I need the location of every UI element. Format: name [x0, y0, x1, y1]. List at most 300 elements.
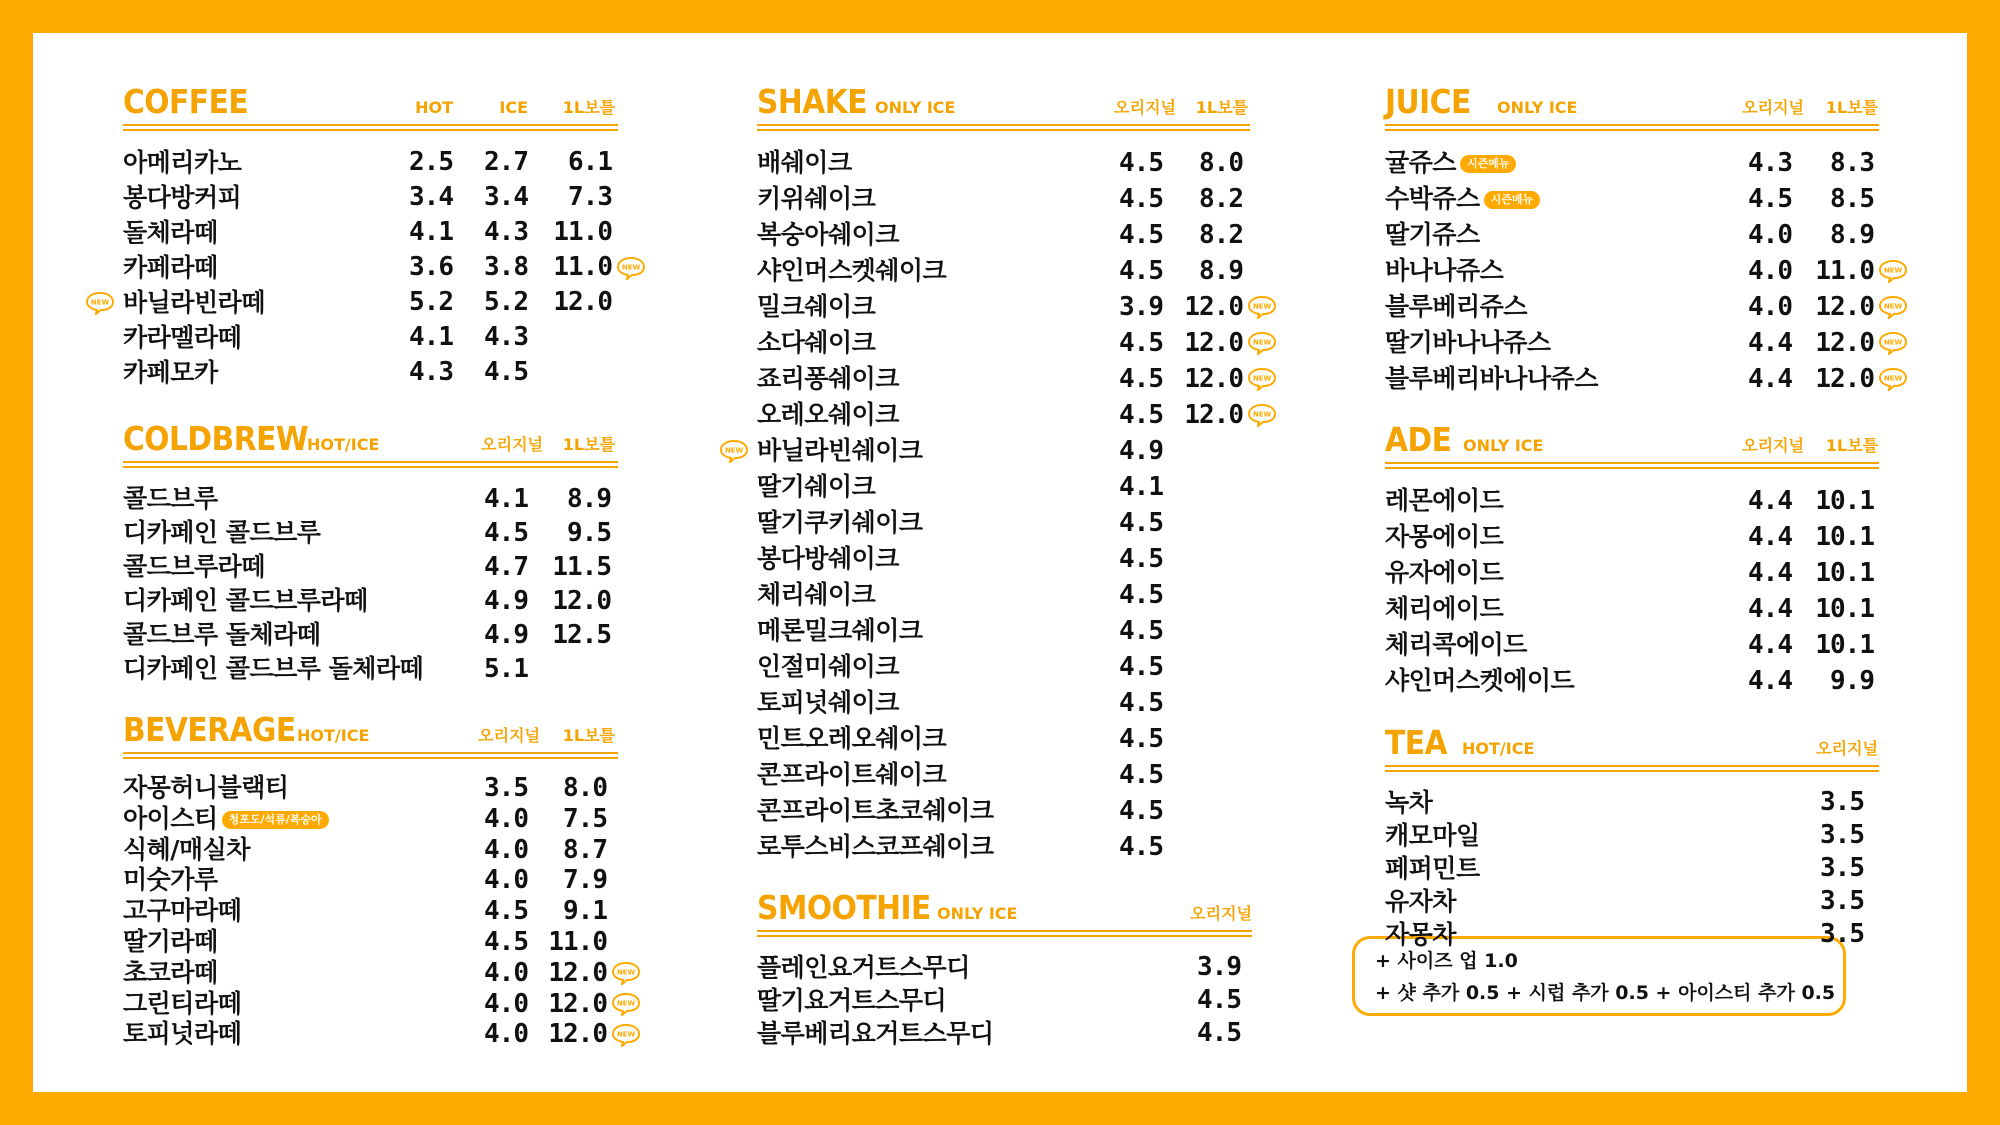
item-price: 4.9 [484, 620, 528, 650]
item-name: 딸기바나나쥬스 [1385, 328, 1551, 357]
section-subtitle: HOT/ICE [307, 435, 380, 454]
item-price: 4.0 [484, 957, 528, 988]
new-badge-icon [1878, 367, 1908, 391]
item-price: 7.5 [563, 803, 607, 834]
section-title: SHAKE [757, 82, 868, 121]
menu-item [757, 984, 1252, 1017]
item-name: 딸기요거트스무디 [757, 986, 947, 1015]
item-price: 5.1 [484, 654, 528, 684]
item-price: 4.4 [1748, 522, 1792, 552]
section-coffee [90, 78, 641, 390]
menu-item [1385, 852, 1879, 885]
item-price: 4.5 [1119, 184, 1163, 214]
item-name: 콜드브루 돌체라떼 [123, 620, 321, 649]
menu-item [123, 618, 618, 652]
item-price: 12.0 [553, 287, 612, 317]
menu-item [757, 289, 1272, 325]
menu-item [757, 325, 1272, 361]
item-price: 8.3 [1830, 148, 1874, 178]
menu-item [1385, 145, 1879, 181]
item-name: 레몬에이드 [1385, 486, 1504, 515]
menu-item [123, 584, 618, 618]
item-price: 12.0 [548, 988, 607, 1019]
item-name: 인절미쉐이크 [757, 652, 899, 681]
section-title: BEVERAGE [123, 710, 296, 749]
new-badge-icon [611, 992, 641, 1016]
menu-item [1385, 217, 1879, 253]
item-price: 8.9 [567, 484, 611, 514]
item-price: 4.0 [1748, 292, 1792, 322]
item-name: 자몽허니블랙티 [123, 773, 289, 802]
item-price: 10.1 [1815, 558, 1874, 588]
menu-item [123, 215, 618, 250]
column-header: 1L보틀 [1195, 98, 1248, 117]
header-rule [757, 930, 1252, 932]
svg-text:NEW: NEW [1883, 374, 1903, 383]
item-name: 페퍼민트 [1385, 854, 1480, 883]
column-header: 오리지널 [1742, 98, 1804, 117]
header-rule [1385, 467, 1879, 469]
item-price: 8.5 [1830, 184, 1874, 214]
menu-item [1385, 591, 1879, 627]
item-badge: 청포도/석류/복숭아 [222, 811, 329, 829]
menu-item [1385, 819, 1879, 852]
item-price: 4.5 [1119, 580, 1163, 610]
svg-text:NEW: NEW [724, 446, 744, 455]
column-header: 오리지널 [1742, 436, 1804, 455]
item-price: 12.0 [1184, 328, 1243, 358]
item-price: 11.5 [552, 552, 611, 582]
menu-item [1385, 885, 1879, 918]
item-name: 카페라떼 [123, 253, 218, 282]
menu-item [123, 927, 618, 958]
section-title: SMOOTHIE [757, 888, 931, 927]
header-rule [757, 935, 1252, 937]
item-name: 샤인머스켓에이드 [1385, 666, 1575, 695]
menu-item [123, 320, 618, 355]
item-name: 딸기쿠키쉐이크 [757, 508, 923, 537]
item-name: 자몽에이드 [1385, 522, 1504, 551]
menu-item [1385, 325, 1903, 361]
menu-item [123, 835, 618, 866]
item-name: 토피넛쉐이크 [757, 688, 899, 717]
item-name: 블루베리바나나쥬스 [1385, 364, 1598, 393]
item-price: 4.5 [1119, 148, 1163, 178]
item-name: 체리콕에이드 [1385, 630, 1527, 659]
item-price: 5.2 [484, 287, 528, 317]
item-price: 7.9 [563, 865, 607, 896]
item-price: 4.9 [484, 586, 528, 616]
item-name: 플레인요거트스무디 [757, 953, 970, 982]
header-rule [1385, 770, 1879, 772]
item-name: 봉다방쉐이크 [757, 544, 899, 573]
section-subtitle: ONLY ICE [875, 98, 956, 117]
item-price: 4.5 [1119, 760, 1163, 790]
section-tea [1385, 719, 1879, 951]
item-name: 콘프라이트쉐이크 [757, 760, 947, 789]
item-price: 4.3 [484, 217, 528, 247]
item-price: 4.5 [1119, 832, 1163, 862]
menu-item [123, 804, 618, 835]
header-rule [123, 124, 618, 126]
item-price: 3.4 [484, 182, 528, 212]
menu-item [757, 541, 1250, 577]
item-price: 4.5 [484, 896, 528, 927]
item-name: 밀크쉐이크 [757, 292, 876, 321]
svg-text:NEW: NEW [621, 263, 641, 271]
menu-item [757, 793, 1250, 829]
item-price: 4.0 [1748, 256, 1792, 286]
item-price: 4.5 [1119, 508, 1163, 538]
section-beverage [123, 706, 636, 1050]
new-badge-icon [1247, 295, 1277, 319]
section-subtitle: ONLY ICE [1463, 436, 1544, 455]
item-name: 미숫가루 [123, 865, 218, 895]
header-rule [1385, 124, 1879, 126]
item-price: 12.0 [1184, 364, 1243, 394]
menu-item [757, 577, 1250, 613]
item-name: 메론밀크쉐이크 [757, 616, 923, 645]
menu-item [757, 181, 1250, 217]
item-price: 12.0 [1184, 400, 1243, 430]
item-price: 4.5 [1119, 364, 1163, 394]
item-price: 4.0 [484, 865, 528, 896]
item-name: 디카페인 콜드브루 돌체라떼 [123, 654, 424, 683]
column-header: ICE [499, 98, 528, 117]
item-price: 4.5 [1119, 652, 1163, 682]
item-price: 4.3 [484, 322, 528, 352]
item-name: 체리에이드 [1385, 594, 1504, 623]
item-price: 4.4 [1748, 364, 1792, 394]
item-name: 블루베리요거트스무디 [757, 1019, 994, 1048]
item-name: 식혜/매실차 [123, 834, 250, 864]
item-price: 4.5 [484, 518, 528, 548]
item-name: 딸기쉐이크 [757, 472, 876, 501]
menu-item [123, 250, 641, 285]
item-name: 초코라떼 [123, 957, 218, 987]
menu-item [1385, 555, 1879, 591]
menu-item [757, 757, 1250, 793]
item-price: 4.1 [484, 484, 528, 514]
item-name: 카페모카 [123, 358, 218, 387]
item-name: 아메리카노 [123, 148, 242, 177]
item-price: 4.5 [1119, 400, 1163, 430]
svg-text:NEW: NEW [1883, 266, 1903, 275]
item-price: 4.5 [1119, 688, 1163, 718]
item-price: 4.0 [484, 988, 528, 1019]
item-name: 그린티라떼 [123, 988, 242, 1018]
menu-item [724, 433, 1250, 469]
item-price: 10.1 [1815, 594, 1874, 624]
item-name: 오레오쉐이크 [757, 400, 899, 429]
item-price: 7.3 [568, 182, 612, 212]
item-price: 4.5 [1119, 328, 1163, 358]
section-shake [724, 78, 1272, 865]
svg-text:NEW: NEW [616, 968, 636, 977]
column-header: 오리지널 [1114, 98, 1176, 117]
item-badge: 시즌메뉴 [1484, 191, 1541, 209]
item-price: 4.5 [1119, 256, 1163, 286]
section-subtitle: ONLY ICE [937, 904, 1018, 923]
menu-item [757, 217, 1250, 253]
menu-item [123, 482, 618, 516]
column-header: 오리지널 [481, 435, 543, 454]
item-name: 봉다방커피 [123, 183, 242, 212]
item-price: 2.5 [409, 147, 453, 177]
menu-item [1385, 627, 1879, 663]
menu-item [123, 865, 618, 896]
item-price: 10.1 [1815, 522, 1874, 552]
item-name: 민트오레오쉐이크 [757, 724, 947, 753]
item-price: 4.4 [1748, 558, 1792, 588]
item-price: 4.5 [1119, 220, 1163, 250]
item-name: 유자에이드 [1385, 558, 1504, 587]
item-price: 3.6 [409, 252, 453, 282]
new-badge-icon [1247, 331, 1277, 355]
new-badge-icon [1878, 259, 1908, 283]
item-name: 수박쥬스 [1385, 184, 1480, 213]
item-name: 녹차 [1385, 788, 1433, 817]
header-rule [1385, 765, 1879, 767]
item-price: 4.4 [1748, 666, 1792, 696]
menu-item [123, 652, 618, 686]
menu-item [123, 355, 618, 390]
column-header: 오리지널 [478, 726, 540, 745]
header-rule [123, 752, 618, 754]
menu-item [1385, 361, 1903, 397]
menu-item [1385, 519, 1879, 555]
menu-item [123, 988, 636, 1020]
new-badge-icon [1247, 403, 1277, 427]
menu-item [123, 145, 618, 180]
header-rule [1385, 462, 1879, 464]
column-header: 1L보틀 [562, 435, 615, 454]
menu-item [757, 361, 1272, 397]
item-price: 8.0 [1199, 148, 1243, 178]
section-subtitle: HOT/ICE [1462, 739, 1535, 758]
item-price: 11.0 [553, 217, 612, 247]
header-rule [123, 466, 618, 468]
svg-text:NEW: NEW [1252, 410, 1272, 419]
menu-item [123, 180, 618, 215]
item-name: 블루베리쥬스 [1385, 292, 1527, 321]
new-badge-icon [616, 256, 646, 280]
menu-item [757, 253, 1250, 289]
item-price: 11.0 [548, 926, 607, 957]
menu-item [757, 649, 1250, 685]
item-name: 토피넛라떼 [123, 1019, 242, 1049]
new-badge-icon [1247, 367, 1277, 391]
svg-text:NEW: NEW [1252, 302, 1272, 311]
svg-text:NEW: NEW [90, 298, 110, 306]
item-price: 4.4 [1748, 328, 1792, 358]
item-price: 11.0 [1815, 256, 1874, 286]
item-name: 유자차 [1385, 887, 1456, 916]
item-price: 8.0 [563, 773, 607, 803]
new-badge-icon [1878, 331, 1908, 355]
menu-item [123, 550, 618, 584]
item-name: 카라멜라떼 [123, 323, 242, 352]
menu-item [123, 773, 618, 804]
item-price: 4.1 [1119, 472, 1163, 502]
item-price: 4.3 [409, 357, 453, 387]
item-price: 4.9 [1119, 436, 1163, 466]
item-price: 3.5 [484, 773, 528, 803]
item-name: 복숭아쉐이크 [757, 220, 899, 249]
item-price: 2.7 [484, 147, 528, 177]
section-title: ADE [1385, 420, 1452, 459]
svg-text:NEW: NEW [1252, 338, 1272, 347]
svg-text:NEW: NEW [1252, 374, 1272, 383]
header-rule [123, 757, 618, 759]
section-title: COLDBREW [123, 419, 309, 458]
item-name: 아이스티 [123, 803, 218, 833]
item-price: 6.1 [568, 147, 612, 177]
item-price: 4.5 [1119, 796, 1163, 826]
item-name: 딸기라떼 [123, 926, 218, 956]
item-name: 바닐라빈라떼 [123, 288, 265, 317]
item-price: 4.4 [1748, 486, 1792, 516]
menu-item [757, 829, 1250, 865]
section-title: COFFEE [123, 82, 249, 121]
extras-line-size-up: + 사이즈 업 1.0 [1375, 950, 1518, 972]
menu-item [1385, 289, 1903, 325]
column-header: 1L보틀 [562, 726, 615, 745]
menu-item [1385, 253, 1903, 289]
item-name: 로투스비스코프쉐이크 [757, 832, 994, 861]
column-header: 1L보틀 [562, 98, 615, 117]
menu-item [123, 516, 618, 550]
item-price: 5.2 [409, 287, 453, 317]
svg-text:NEW: NEW [1883, 338, 1903, 347]
item-price: 3.4 [409, 182, 453, 212]
menu-item [757, 1017, 1252, 1050]
menu-item [1385, 663, 1879, 699]
item-price: 8.2 [1199, 220, 1243, 250]
item-price: 4.3 [1748, 148, 1792, 178]
item-price: 4.0 [484, 834, 528, 865]
menu-item [757, 145, 1250, 181]
header-rule [1385, 129, 1879, 131]
item-price: 3.5 [1820, 787, 1864, 817]
item-price: 3.9 [1119, 292, 1163, 322]
item-price: 4.0 [1748, 220, 1792, 250]
item-price: 4.0 [484, 803, 528, 834]
svg-text:NEW: NEW [616, 999, 636, 1008]
section-ade [1385, 416, 1879, 699]
new-badge-icon [85, 291, 115, 315]
item-price: 12.5 [552, 620, 611, 650]
item-badge: 시즌메뉴 [1460, 155, 1517, 173]
item-price: 8.2 [1199, 184, 1243, 214]
item-price: 12.0 [1815, 328, 1874, 358]
menu-item [757, 613, 1250, 649]
item-price: 4.5 [1197, 985, 1241, 1015]
item-name: 샤인머스켓쉐이크 [757, 256, 947, 285]
item-name: 딸기쥬스 [1385, 220, 1480, 249]
header-rule [123, 461, 618, 463]
item-price: 4.1 [409, 322, 453, 352]
section-title: JUICE [1385, 82, 1471, 121]
menu-item [1385, 181, 1879, 217]
menu-item [123, 957, 636, 989]
column-header: 오리지널 [1816, 739, 1878, 758]
item-price: 4.5 [1119, 544, 1163, 574]
item-price: 4.5 [1197, 1018, 1241, 1048]
item-price: 3.5 [1820, 853, 1864, 883]
item-price: 8.9 [1830, 220, 1874, 250]
new-badge-icon [611, 1023, 641, 1047]
item-price: 8.9 [1199, 256, 1243, 286]
item-price: 4.5 [1119, 616, 1163, 646]
item-price: 9.5 [567, 518, 611, 548]
item-name: 자몽차 [1385, 920, 1456, 949]
item-price: 3.5 [1820, 820, 1864, 850]
item-price: 12.0 [548, 1019, 607, 1050]
item-price: 12.0 [548, 957, 607, 988]
column-header: 1L보틀 [1825, 98, 1878, 117]
new-badge-icon [1878, 295, 1908, 319]
new-badge-icon [719, 439, 749, 463]
menu-item [757, 505, 1250, 541]
header-rule [757, 129, 1250, 131]
section-smoothie [757, 884, 1252, 1050]
menu-item [123, 1019, 636, 1050]
item-price: 9.9 [1830, 666, 1874, 696]
item-price: 4.5 [484, 926, 528, 957]
menu-item [757, 951, 1252, 984]
item-price: 9.1 [563, 896, 607, 927]
new-badge-icon [611, 961, 641, 985]
item-name: 죠리퐁쉐이크 [757, 364, 899, 393]
menu-item [757, 397, 1272, 433]
item-name: 바닐라빈쉐이크 [757, 436, 923, 465]
item-price: 12.0 [1184, 292, 1243, 322]
item-name: 콘프라이트초코쉐이크 [757, 796, 994, 825]
menu-item [1385, 918, 1879, 951]
menu-item [757, 469, 1250, 505]
item-price: 12.0 [552, 586, 611, 616]
menu-item [1385, 483, 1879, 519]
menu-item [90, 285, 618, 320]
item-price: 10.1 [1815, 486, 1874, 516]
item-price: 4.1 [409, 217, 453, 247]
item-price: 4.0 [484, 1019, 528, 1050]
item-price: 4.4 [1748, 594, 1792, 624]
header-rule [123, 129, 618, 131]
item-price: 3.9 [1197, 952, 1241, 982]
item-name: 콜드브루라떼 [123, 552, 265, 581]
item-price: 10.1 [1815, 630, 1874, 660]
item-price: 3.8 [484, 252, 528, 282]
item-price: 4.5 [1748, 184, 1792, 214]
item-name: 고구마라떼 [123, 896, 242, 926]
item-name: 디카페인 콜드브루 [123, 518, 321, 547]
item-price: 4.5 [484, 357, 528, 387]
menu-item [757, 685, 1250, 721]
item-price: 8.7 [563, 834, 607, 865]
item-name: 체리쉐이크 [757, 580, 876, 609]
svg-text:NEW: NEW [1883, 302, 1903, 311]
menu-item [757, 721, 1250, 757]
item-price: 12.0 [1815, 292, 1874, 322]
item-name: 디카페인 콜드브루라떼 [123, 586, 368, 615]
item-price: 3.5 [1820, 919, 1864, 949]
column-header: 오리지널 [1190, 904, 1252, 923]
item-name: 콜드브루 [123, 484, 218, 513]
section-subtitle: HOT/ICE [297, 726, 370, 745]
header-rule [757, 124, 1250, 126]
